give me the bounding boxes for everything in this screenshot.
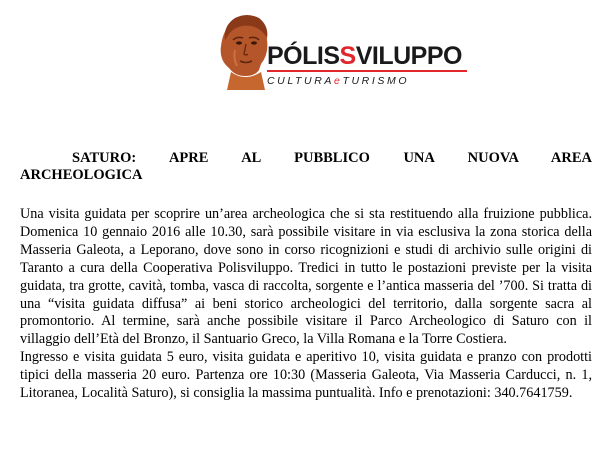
logo-wordmark (267, 42, 477, 87)
logo-title (267, 42, 462, 70)
article-title-line2: ARCHEOLOGICA (20, 167, 143, 183)
logo-title-part1: PÓLIS (267, 42, 340, 70)
logo-s-mark: S (339, 42, 356, 70)
article-title-line1: SATURO: APRE AL PUBBLICO UNA NUOVA AREA (72, 150, 592, 166)
logo-tagline-conjunction: e (334, 75, 343, 87)
article-body (20, 206, 592, 403)
polisviluppo-logo (215, 10, 475, 90)
article-title (20, 150, 592, 184)
logo-tagline-part1: CULTURA (267, 75, 335, 87)
logo-tagline-part3: TURISMO (342, 75, 410, 87)
paragraph-pricing-info: Ingresso e visita guidata 5 euro, visita guidata e aperitivo 10, visita guidata e pranzo con prodotti tipici della masseria 20 euro. Partenza ore 10:30 (Masseria Galeota, Via Masseria Carducci, n. 1, Litoranea, Località Saturo), si consiglia la massima puntualità. Info e prenotazioni: 340.7641759. (20, 349, 592, 402)
logo-tagline (267, 75, 409, 87)
logo-rule (267, 70, 467, 72)
paragraph-description: Una visita guidata per scoprire un’area archeologica che si sta restituendo alla fruizione pubblica. Domenica 10 gennaio 2016 alle 10.30, sarà possibile visitare in via esclusiva la zona storica della Masseria Galeota, a Leporano, dove sono in corso ricognizioni e studi di archivio sulle origini di Taranto a cura della Cooperativa Polisviluppo. Tredici in tutto le postazioni previste per la visita guidata, tra grotte, cavità, tomba, vasca di raccolta, sorgente e l’antica masseria del ’700. Si tratta di una “visita guidata diffusa” ai beni storico archeologici del territorio, dalla sorgente sacra al promontorio. Al termine, sarà anche possibile visitare il Parco Archeologico di Saturo con il villaggio dell’Età del Bronzo, il Santuario Greco, la Villa Romana e la Torre Costiera. (20, 206, 592, 348)
terracotta-head-icon (215, 10, 275, 90)
logo-title-part2: VILUPPO (355, 42, 462, 70)
